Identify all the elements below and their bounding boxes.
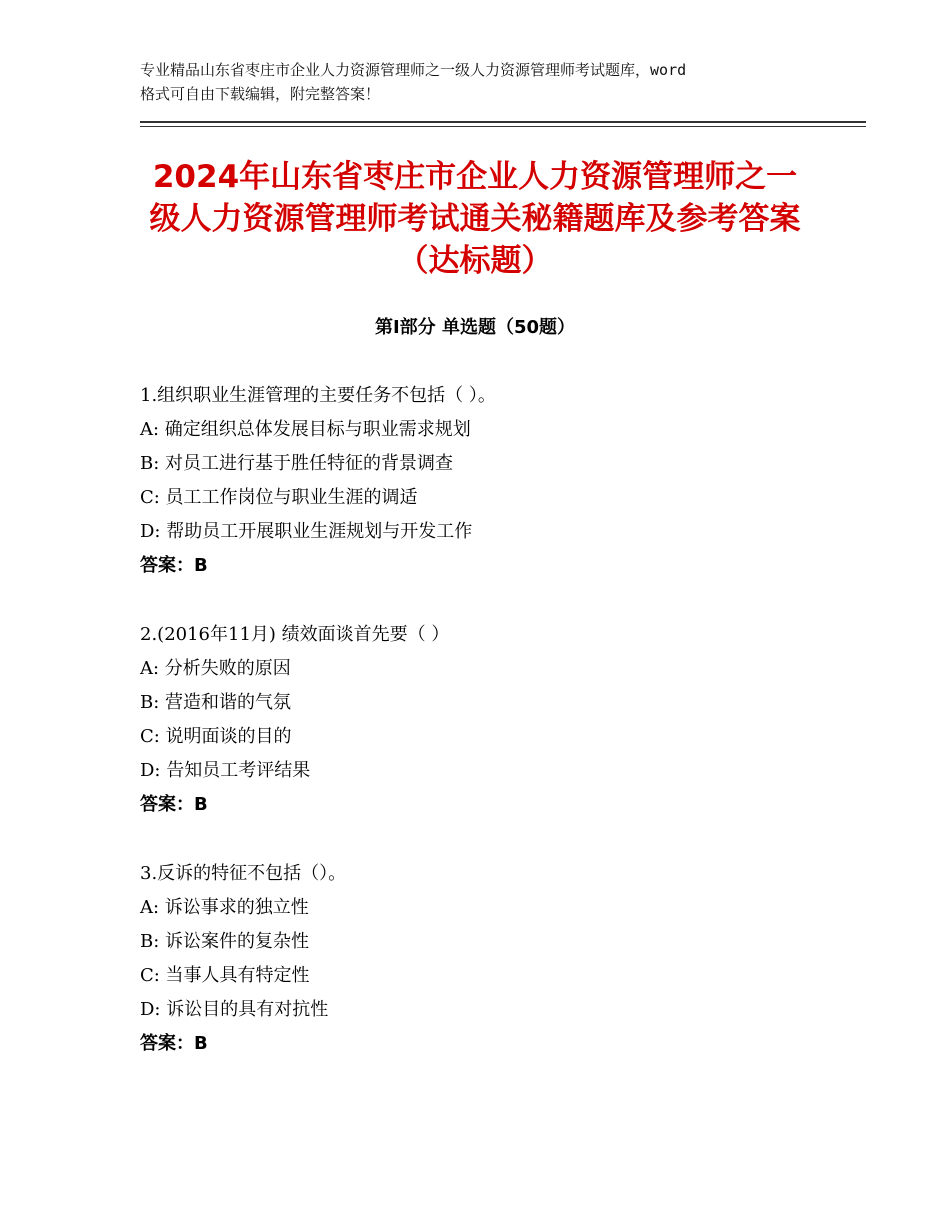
option-b: B: 对员工进行基于胜任特征的背景调查 — [140, 453, 454, 474]
option-c: C: 员工工作岗位与职业生涯的调适 — [140, 487, 418, 508]
option-d: D: 帮助员工开展职业生涯规划与开发工作 — [140, 521, 473, 542]
section-title: 第Ⅰ部分 单选题（50题） — [374, 317, 575, 338]
header-note — [140, 58, 830, 106]
option-a: A: 确定组织总体发展目标与职业需求规划 — [140, 419, 471, 440]
question-3 — [140, 857, 840, 1061]
option-a: A: 分析失败的原因 — [140, 658, 291, 679]
option-b: B: 诉讼案件的复杂性 — [140, 931, 310, 952]
option-d: D: 告知员工考评结果 — [140, 760, 311, 781]
header-note-line-1: 专业精品山东省枣庄市企业人力资源管理师之一级人力资源管理师考试题库，word — [140, 61, 687, 79]
question-stem: 2.(2016年11月) 绩效面谈首先要（ ） — [140, 624, 450, 645]
header-divider-thin — [140, 126, 866, 127]
header-note-line-2: 格式可自由下载编辑，附完整答案！ — [140, 85, 381, 103]
question-1 — [140, 379, 840, 583]
question-stem: 1.组织职业生涯管理的主要任务不包括（ ）。 — [140, 385, 496, 406]
option-c: C: 说明面谈的目的 — [140, 726, 292, 747]
option-b: B: 营造和谐的气氛 — [140, 692, 292, 713]
document-title: 2024年山东省枣庄市企业人力资源管理师之一级人力资源管理师考试通关秘籍题库及参考答案（达标题） — [149, 159, 801, 279]
option-c: C: 当事人具有特定性 — [140, 965, 310, 986]
option-a: A: 诉讼事求的独立性 — [140, 897, 309, 918]
answer-label: 答案：B — [140, 1033, 208, 1054]
answer-label: 答案：B — [140, 794, 208, 815]
answer-label: 答案：B — [140, 555, 208, 576]
question-2 — [140, 618, 840, 822]
question-stem: 3.反诉的特征不包括（）。 — [140, 863, 347, 884]
option-d: D: 诉讼目的具有对抗性 — [140, 999, 329, 1020]
header-divider-thick — [140, 121, 866, 123]
